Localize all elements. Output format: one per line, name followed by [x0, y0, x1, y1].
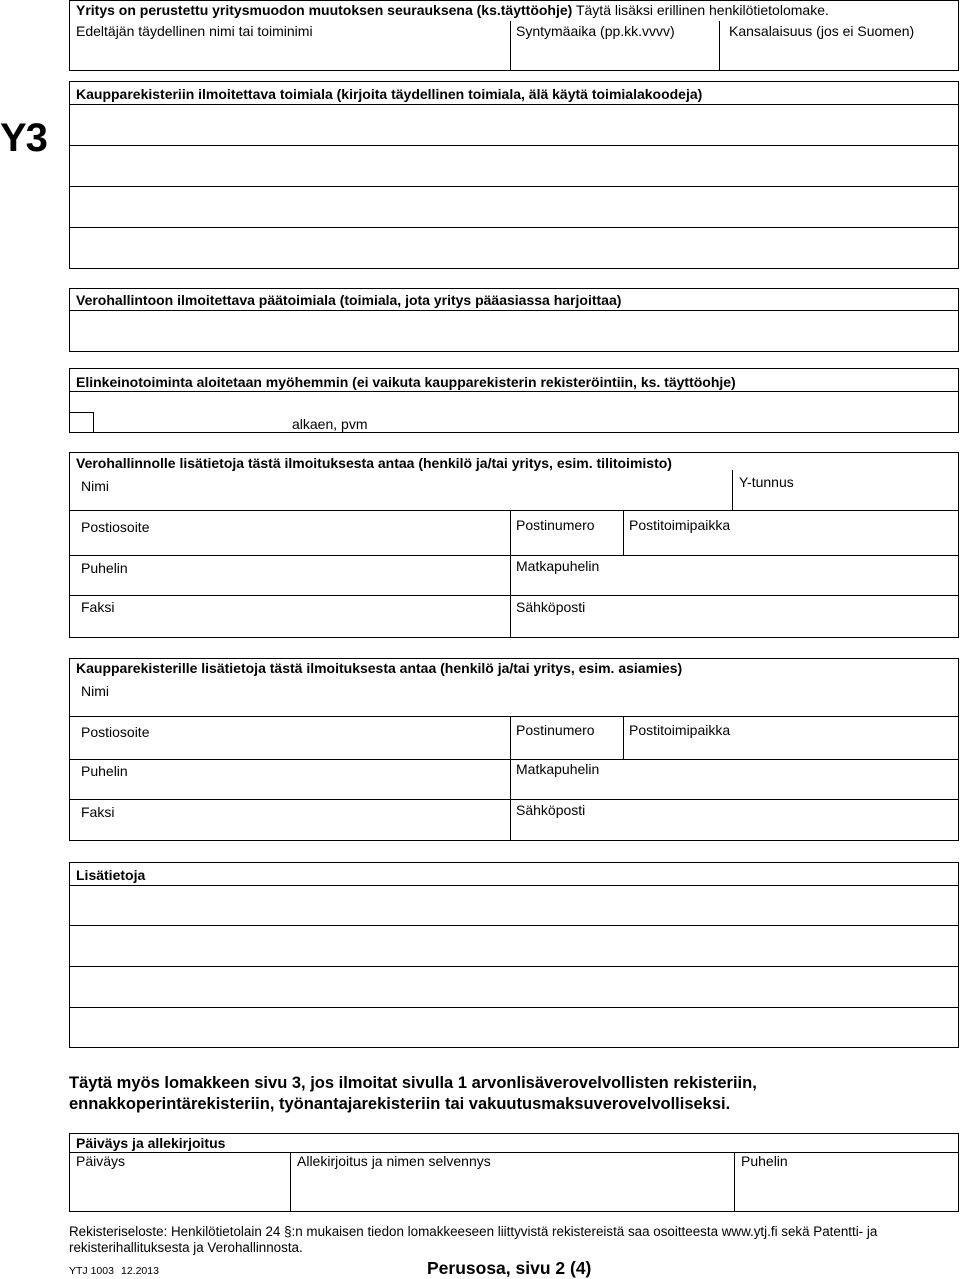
trade-contact-line-1 — [69, 716, 959, 717]
tax-contact-line-1 — [69, 510, 959, 511]
trade-contact-fax-label: Faksi — [81, 804, 115, 820]
trade-contact-postcode-field[interactable] — [511, 739, 623, 758]
page-label: Perusosa, sivu 2 (4) — [427, 1258, 592, 1278]
previous-name-field[interactable] — [70, 40, 510, 70]
birthdate-label: Syntymäaika (pp.kk.vvvv) — [516, 23, 675, 39]
trade-contact-phone-label: Puhelin — [81, 763, 128, 779]
tax-contact-address-label: Postiosoite — [81, 519, 150, 535]
tax-industry-heading: Verohallintoon ilmoitettava päätoimiala (toimiala, jota yritys pääasiassa harjoittaa) — [76, 292, 622, 308]
signature-heading: Päiväys ja allekirjoitus — [76, 1135, 226, 1151]
signature-field[interactable] — [291, 1172, 734, 1211]
registry-notice-line-2: rekisterihallituksesta ja Verohallinnosta. — [69, 1240, 303, 1255]
citizenship-field[interactable] — [720, 40, 958, 70]
registry-notice-line-1: Rekisteriseloste: Henkilötietolain 24 §:n mukaisen tiedon lomakkeeseen liittyvistä rekistereistä saa osoitteesta www.ytj.fi sekä Patentti- ja — [69, 1224, 878, 1239]
trade-register-industry-field[interactable] — [70, 105, 958, 268]
notice-line-1: Täytä myös lomakkeen sivu 3, jos ilmoitat sivulla 1 arvonlisäverovelvollisten rekisteriin, — [69, 1074, 757, 1092]
trade-contact-address-field[interactable] — [70, 741, 510, 758]
notice-line-2: ennakkoperintärekisteriin, työnantajarekisteriin tai vakuutusmaksuverovelvolliseksi. — [69, 1095, 731, 1113]
tax-contact-email-label: Sähköposti — [516, 599, 586, 615]
signature-date-label: Päiväys — [76, 1153, 126, 1169]
previous-name-label: Edeltäjän täydellinen nimi tai toiminimi — [76, 23, 313, 39]
trade-contact-line-2 — [69, 759, 959, 760]
tax-contact-phone-label: Puhelin — [81, 560, 128, 576]
tax-contact-fax-label: Faksi — [81, 599, 115, 615]
tax-contact-name-field[interactable] — [70, 493, 732, 509]
citizenship-label: Kansalaisuus (jos ei Suomen) — [729, 23, 915, 39]
trade-register-industry-heading: Kaupparekisteriin ilmoitettava toimiala (kirjoita täydellinen toimiala, älä käytä toimialakoodeja) — [76, 86, 703, 102]
signature-phone-field[interactable] — [735, 1172, 958, 1211]
section-code: Y3 — [0, 116, 47, 160]
trade-contact-email-field[interactable] — [511, 819, 958, 840]
tax-contact-postcode-label: Postinumero — [516, 517, 595, 533]
trade-contact-email-label: Sähköposti — [516, 802, 586, 818]
tax-contact-line-3 — [69, 595, 959, 596]
tax-contact-address-field[interactable] — [70, 537, 510, 554]
predecessor-header-note: Täytä lisäksi erillinen henkilötietolomake. — [575, 2, 829, 18]
later-start-heading: Elinkeinotoiminta aloitetaan myöhemmin (ei vaikuta kaupparekisterin rekisteröintiin, ks. täyttöohje) — [76, 374, 736, 390]
signature-date-field[interactable] — [70, 1172, 290, 1211]
tax-contact-mobile-field[interactable] — [511, 575, 958, 594]
tax-contact-business-id-label: Y-tunnus — [739, 474, 794, 490]
trade-contact-line-3 — [69, 799, 959, 800]
form-code: YTJ 1003 — [69, 1265, 114, 1277]
tax-contact-fax-field[interactable] — [70, 617, 510, 637]
later-start-line — [69, 391, 959, 392]
tax-contact-post-office-label: Postitoimipaikka — [629, 517, 731, 533]
tax-contact-post-office-field[interactable] — [624, 535, 958, 554]
tax-contact-heading: Verohallinnolle lisätietoja tästä ilmoituksesta antaa (henkilö ja/tai yritys, esim. tilitoimisto) — [76, 455, 672, 471]
trade-contact-heading: Kaupparekisterille lisätietoja tästä ilmoituksesta antaa (henkilö ja/tai yritys, esim. asiamies) — [76, 660, 683, 676]
predecessor-header — [76, 2, 829, 18]
trade-contact-fax-field[interactable] — [70, 821, 510, 840]
tax-contact-phone-field[interactable] — [70, 577, 510, 594]
additional-info-heading: Lisätietoja — [76, 867, 146, 883]
trade-contact-mobile-label: Matkapuhelin — [516, 761, 600, 777]
trade-contact-post-office-field[interactable] — [624, 739, 958, 758]
trade-contact-postcode-label: Postinumero — [516, 722, 595, 738]
trade-contact-mobile-field[interactable] — [511, 778, 958, 798]
later-start-date-label: alkaen, pvm — [292, 416, 368, 432]
tax-contact-name-label: Nimi — [81, 478, 109, 494]
later-start-checkbox[interactable] — [69, 412, 94, 433]
trade-contact-name-label: Nimi — [81, 683, 109, 699]
tax-contact-postcode-field[interactable] — [511, 535, 623, 554]
signature-line — [69, 1152, 959, 1153]
trade-contact-phone-field[interactable] — [70, 780, 510, 798]
tax-industry-field[interactable] — [70, 311, 958, 351]
predecessor-header-bold: Yritys on perustettu yritysmuodon muutoksen seurauksena (ks.täyttöohje) — [76, 2, 573, 18]
tax-contact-mobile-label: Matkapuhelin — [516, 558, 600, 574]
later-start-date-field[interactable] — [380, 395, 958, 432]
trade-contact-address-label: Postiosoite — [81, 724, 150, 740]
form-date: 12.2013 — [121, 1265, 159, 1277]
trade-contact-name-field[interactable] — [70, 699, 958, 715]
additional-info-field[interactable] — [70, 886, 958, 1047]
signature-name-label: Allekirjoitus ja nimen selvennys — [297, 1153, 491, 1169]
birthdate-field[interactable] — [511, 40, 719, 70]
trade-contact-post-office-label: Postitoimipaikka — [629, 722, 731, 738]
tax-contact-email-field[interactable] — [511, 617, 958, 637]
tax-contact-business-id-field[interactable] — [733, 493, 958, 509]
tax-contact-line-2 — [69, 555, 959, 556]
signature-phone-label: Puhelin — [741, 1153, 788, 1169]
